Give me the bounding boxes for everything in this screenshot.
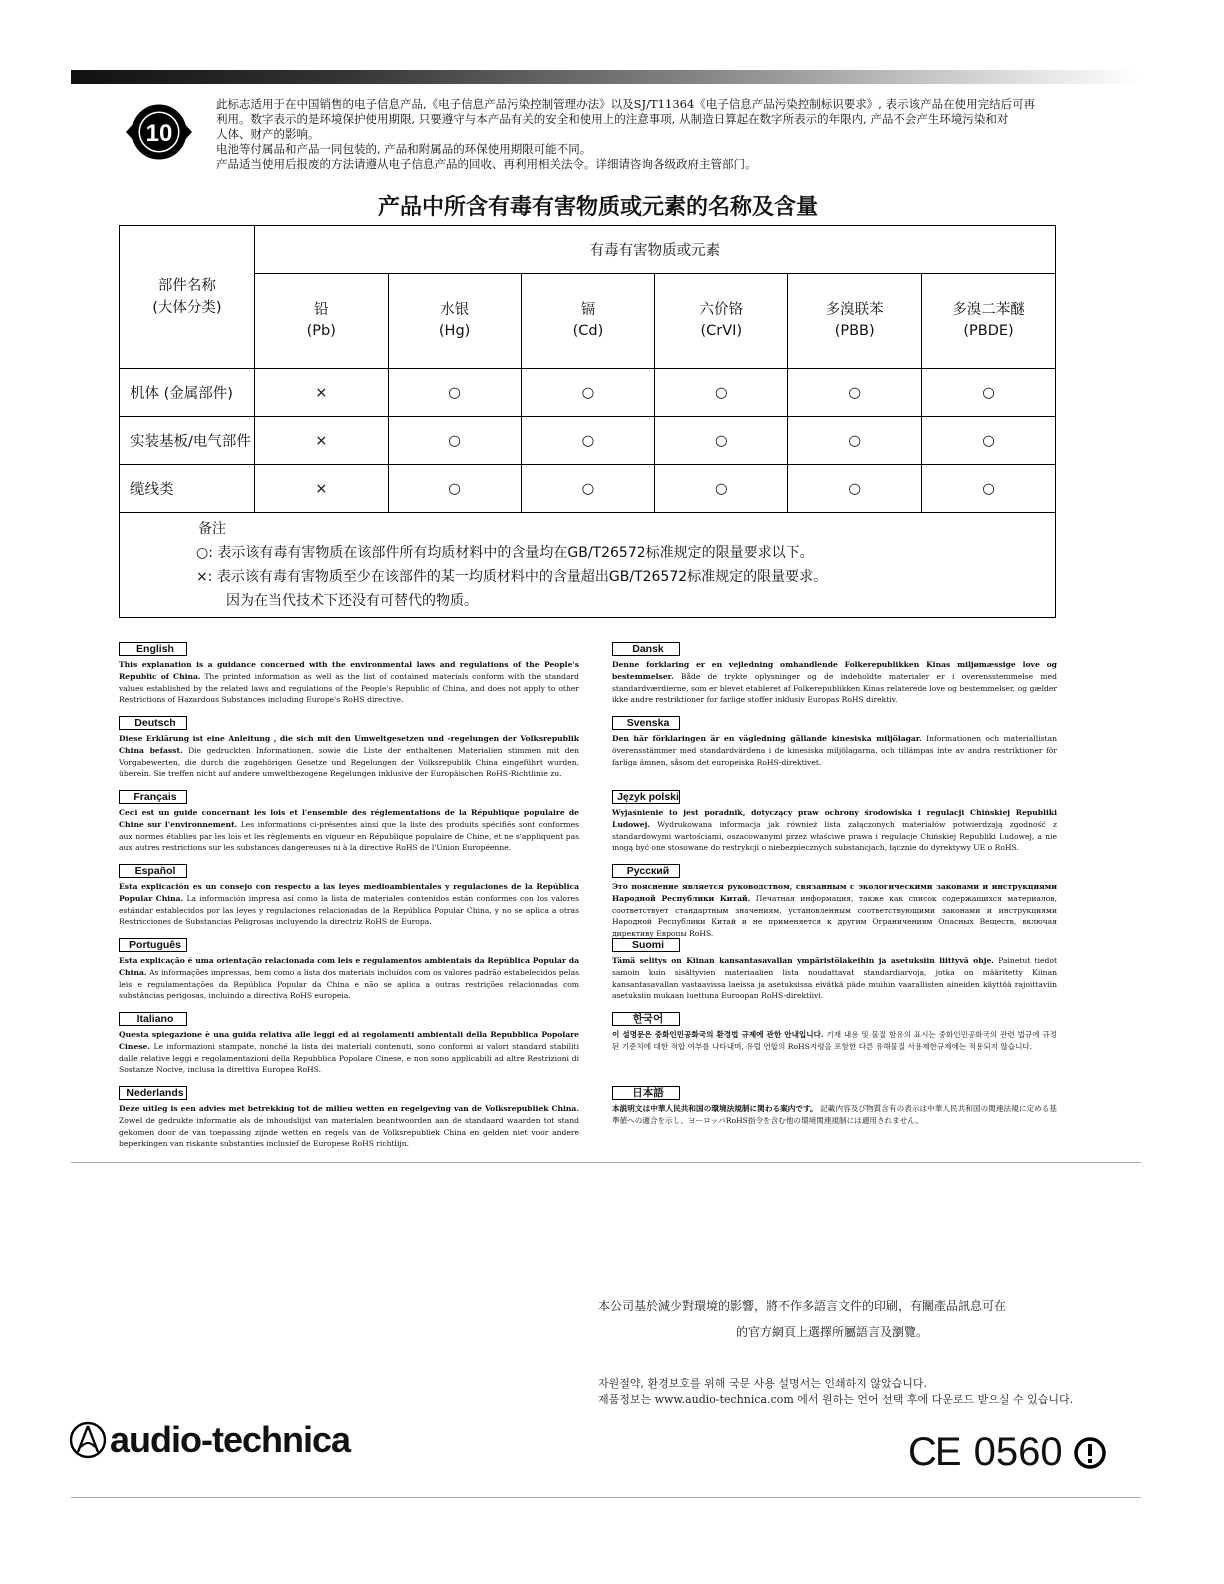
note-cross: ×: 表示该有毒有害物质至少在该部件的某一均质材料中的含量超出GB/T26572标准规定的限量要求。 [196, 569, 828, 585]
brand-wordmark: audio-technica [110, 1419, 351, 1460]
part-header-label: 部件名称 [157, 278, 216, 294]
header-line: 此标志适用于在中国销售的电子信息产品,《电子信息产品污染控制管理办法》以及SJ/T11364《电子信息产品污染控制标识要求》, 表示该产品在使用完结后可再 [216, 97, 1036, 111]
alert-class-icon [1073, 1436, 1107, 1470]
lang-label: Español [119, 864, 187, 878]
mark-cell: × [254, 369, 388, 417]
divider [71, 1162, 1141, 1163]
mark-cell: ○ [655, 417, 788, 465]
mark-cell: ○ [922, 369, 1056, 417]
top-gradient-bar [71, 70, 1141, 84]
mark-cell: ○ [521, 369, 655, 417]
lang-suomi: Suomi Tämä selitys on Kiinan kansantasavallan ympäristölakeihin ja asetuksiin liittyvä ohje. Painetut tiedot samoin kuin sisältyvien materiaalien lista noudattavat standardiarvoja, jotka on määritetty Kiinan kansantasavallan vastaavissa laeissa ja asetuksissa eivätkä päde muihin vaarallisten aineiden käyttöä rajoittaviin asetuksiin mukaan luettuna Euroopan RoHS-direktiivi. [612, 939, 1058, 1001]
audio-technica-logo [69, 1418, 350, 1462]
mark-cell: ○ [388, 369, 521, 417]
substances-header: 有毒有害物质或元素 [254, 226, 1055, 274]
lang-label: Italiano [119, 1012, 187, 1026]
substance-col-cd: 镉 (Cd) [521, 274, 655, 369]
table-title: 产品中所含有毒有害物质或元素的名称及含量 [377, 195, 818, 220]
mark-cell: ○ [788, 369, 922, 417]
mark-cell: ○ [521, 465, 655, 513]
lang-label: Dansk [612, 642, 680, 656]
hazardous-substances-table [119, 225, 1056, 618]
table-notes [120, 513, 1056, 618]
row-part-name: 机体 (金属部件) [120, 369, 255, 417]
lang-japanese: 日本語 本説明文は中華人民共和国の環境法規制に関わる案内です。 記載内容及び物質含有の表示は中華人民共和国の関連法規に定める基準値への適合を示し、ヨーロッパRoHS指令を含む他の環境関連規制には適用されません。 [612, 1087, 1057, 1125]
substance-col-crvi: 六价铬 (CrVI) [655, 274, 788, 369]
certification-marks [908, 1430, 1107, 1475]
mark-cell: ○ [922, 417, 1056, 465]
bottom-divider [71, 1497, 1141, 1498]
audio-technica-emblem-icon [69, 1421, 107, 1459]
lang-dansk: Dansk Denne forklaring er en vejledning omhandlende Folkerepublikken Kinas miljømæssige love og bestemmelser. Både de trykte oplysninger og de indeholdte materialer er i overensstemmelse med standardværdierne, som er blevet etableret af Folkerepublikken Kinas relaterede love og bestemmelser, og gælder ikke andre restriktioner for farlige stoffer inklusiv Europas RoHS direktiv. [612, 643, 1057, 705]
mark-cell: ○ [655, 369, 788, 417]
chinese-notice-line1: 本公司基於減少對環境的影響，將不作多語言文件的印刷，有關產品訊息可在 [598, 1299, 1007, 1313]
eco-logo-number: 10 [145, 120, 173, 147]
notified-body-number: 0560 [973, 1430, 1063, 1474]
mark-cell: ○ [521, 417, 655, 465]
header-notice [216, 97, 1076, 172]
mark-cell: ○ [388, 417, 521, 465]
lang-nederlands: Nederlands Deze uitleg is een advies met betrekking tot de milieu wetten en regelgeving van de Volksrepubliek China. Zowel de gedrukte informatie als de inhoudslijst van materialen beantwoorden aan de standaard waarden tot stand gekomen door de van toepassing zijnde wetten en regels van de Volksrepubliek China en gelden niet voor andere beperkingen van riskante substanties inclusief de Europese RoHS richtlijn. [119, 1087, 579, 1149]
lang-label: Svenska [612, 716, 680, 730]
note-cross-continued: 因为在当代技术下还没有可替代的物质。 [226, 593, 478, 609]
part-header-cell [120, 226, 255, 369]
substance-col-hg: 水银 (Hg) [388, 274, 521, 369]
lang-label: 한국어 [612, 1012, 680, 1026]
korean-notice [598, 1376, 1118, 1408]
lang-italiano: Italiano Questa spiegazione è una guida relativa alle leggi ed ai regolamenti ambientali della Repubblica Popolare Cinese. Le informazioni stampate, nonché la lista dei materiali contenuti, sono conformi ai valori standard stabiliti dalle relative leggi e regolamentazioni della Repubblica Popolare Cinese, e non sono applicabili ad altre Restrizioni di Sostanze Nocive, inclusa la direttiva Europea RoHS. [119, 1013, 579, 1075]
lang-label: Русский [612, 864, 680, 878]
header-line: 电池等付属品和产品一同包装的, 产品和附属品的环保使用期限可能不同。 [216, 142, 592, 156]
header-line: 利用。数字表示的是环境保护使用期限, 只要遵守与本产品有关的安全和使用上的注意事项, 从制造日算起在数字所表示的年限内, 产品不会产生环境污染和对 [216, 112, 1009, 126]
part-header-sublabel: (大体分类) [152, 300, 222, 316]
table-row [120, 465, 1056, 513]
korean-notice-line2: 제품정보는 www.audio-technica.com 에서 원하는 언어 선택 후에 다운로드 받으실 수 있습니다. [598, 1393, 1074, 1406]
lang-label: Deutsch [119, 716, 187, 730]
row-part-name: 实装基板/电气部件 [120, 417, 255, 465]
mark-cell: ○ [788, 417, 922, 465]
lang-label: 日本語 [612, 1086, 680, 1100]
lang-label: Język polski [612, 790, 680, 804]
lang-label: Suomi [612, 938, 680, 952]
mark-cell: ○ [922, 465, 1056, 513]
eco-period-10-icon [124, 99, 194, 165]
chinese-notice-line2: 的官方網頁上選擇所屬語言及瀏覽。 [736, 1325, 929, 1339]
lang-label: Nederlands [119, 1086, 187, 1100]
lang-russian: Русский Это пояснение является руководством, связанным с экологическими законами и инструкциями Народной Республики Китай. Печатная информация, также как список содержащихся материалов, соответствует стандартным значениям, установленным соответствующими законами и инструкциями Народной Республики Китай и не применяется к другим Ограничениям Опасных Веществ, включая директиву Европы RoHS. [612, 865, 1057, 939]
substance-col-pbb: 多溴联苯 (PBB) [788, 274, 922, 369]
notes-heading: 备注 [198, 521, 226, 537]
ce-mark-icon: CE [908, 1430, 960, 1474]
substance-col-pb: 铅 (Pb) [254, 274, 388, 369]
header-line: 产品适当使用后报废的方法请遵从电子信息产品的回收、再利用相关法令。详细请咨询各级政府主管部门。 [216, 157, 757, 171]
mark-cell: × [254, 417, 388, 465]
lang-svenska: Svenska Den här förklaringen är en vägledning gällande kinesiska miljölagar. Informationen och materiallistan överensstämmer med standardvärdena i de kinesiska miljölagarna, och tillämpas inte av andra restriktioner för farliga ämnen, såsom det europeiska RoHS-direktivet. [612, 717, 1057, 767]
mark-cell: × [254, 465, 388, 513]
mark-cell: ○ [788, 465, 922, 513]
lang-label: Português [119, 938, 187, 952]
row-part-name: 缆线类 [120, 465, 255, 513]
lang-polski: Język polski Wyjaśnienie to jest poradnik, dotyczący praw ochrony środowiska i regulacji Chińskiej Republiki Ludowej. Wydrukowana informacja jak również lista załączonych materiałów potwierdzają zgodność z standardowymi wartościami, oszacowanymi przez właściwe prawa i regulacje Chińskiej Republiki Ludowej, a nie mogą być one stosowane do restrykcji o niebezpiecznych substancjach, łącznie do dyrektywy UE o RoHS. [612, 791, 1057, 853]
lang-korean: 한국어 이 설명문은 중화인민공화국의 환경법 규제에 관한 안내입니다. 기재 내용 및 물질 함유의 표시는 중화인민공화국의 관련 법규에 규정된 기준치에 대한 적합 여부를 나타내며, 유럽 연합의 RoHS지령을 포함한 다른 유해물질 사용제한규제에는 적용되지 않습니다. [612, 1013, 1058, 1051]
lang-francais: Français Ceci est un guide concernant les lois et l'ensemble des réglementations de la République populaire de Chine sur l'environnement. Les informations ci-présentes ainsi que la liste des produits spécifiés sont conformes aux normes établies par les lois et les règlements en vigueur en République populaire de Chine, et ne s'appliquent pas aux autres restrictions sur les substances dangereuses ni à la directive RoHS de l'Union Européenne. [119, 791, 579, 853]
header-line: 人体、财产的影响。 [216, 127, 320, 141]
lang-portugues: Português Esta explicação é uma orientação relacionada com leis e regulamentos ambientais da República Popular da China. As informações impressas, bem como a lista dos materiais incluídos com os valores padrão estabelecidos pelas leis e regulamentações da República Popular da China e não se aplica a outras restrições relacionadas com substâncias perigosas, incluindo a directiva RoHS europeia. [119, 939, 579, 1001]
lang-deutsch: Deutsch Diese Erklärung ist eine Anleitung , die sich mit den Umweltgesetzen und -regelungen der Volksrepublik China befasst. Die gedruckten Informationen, sowie die Liste der enthaltenen Materialien stimmen mit den Vorgabewerten, die durch die zugehörigen Gesetze und Regelungen der Volksrepublik China eingeführt wurden, überein. Sie treffen nicht auf andere umweltbezogene Regelungen inklusive der Europäischen RoHS-Richtlinie zu. [119, 717, 579, 779]
lang-espanol: Español Esta explicación es un consejo con respecto a las leyes medioambientales y regulaciones de la República Popular China. La información impresa así como la lista de materiales contenidos están conformes con los valores estándar establecidos por las leyes y regulaciones relacionadas de la República Popular China, y no se aplica a otras Restricciones de Substancias Peligrosas incluyendo la directriz RoHS de Europa. [119, 865, 579, 927]
mark-cell: ○ [655, 465, 788, 513]
lang-english: English This explanation is a guidance concerned with the environmental laws and regulations of the People's Republic of China. The printed information as well as the list of contained materials conform with the standard values established by the related laws and regulations of the People's Republic of China, and does not apply to other Restrictions of Hazardous Substances including Europe's RoHS directive. [119, 643, 579, 705]
lang-label: Français [119, 790, 187, 804]
table-row [120, 417, 1056, 465]
lang-label: English [119, 642, 187, 656]
table-row [120, 369, 1056, 417]
substance-col-pbde: 多溴二苯醚 (PBDE) [922, 274, 1056, 369]
mark-cell: ○ [388, 465, 521, 513]
note-circle: ○: 表示该有毒有害物质在该部件所有均质材料中的含量均在GB/T26572标准规定的限量要求以下。 [196, 545, 814, 561]
korean-notice-line1: 자원절약, 환경보호를 위해 국문 사용 설명서는 인쇄하지 않았습니다. [598, 1377, 927, 1390]
chinese-notice [598, 1293, 1058, 1345]
